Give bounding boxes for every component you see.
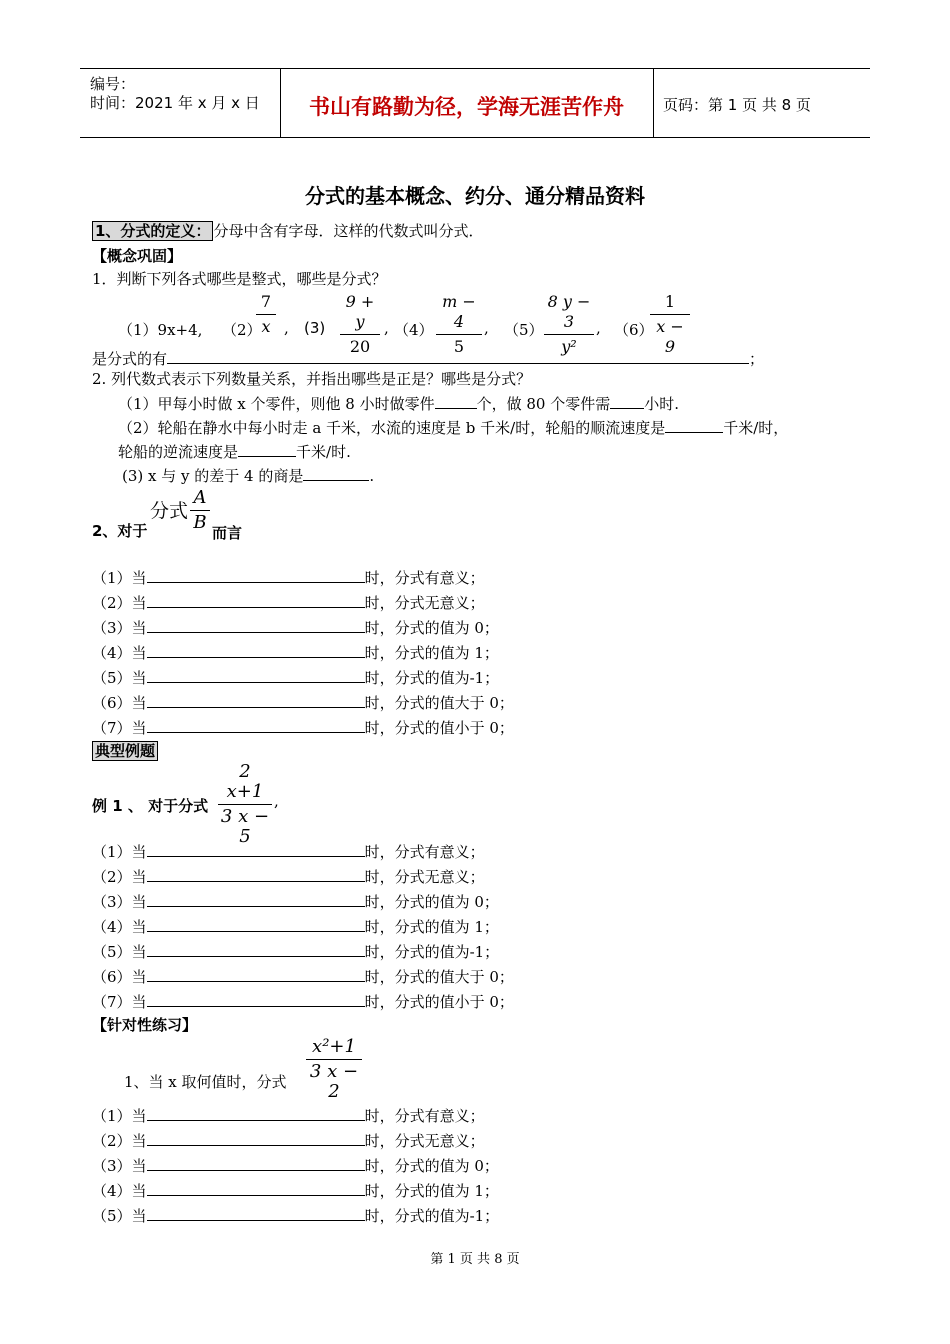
- cond-text: 时，分式的值小于 0；: [364, 719, 514, 737]
- comma-2: ,: [284, 319, 289, 337]
- cond-blank[interactable]: [147, 1203, 365, 1221]
- cond-when: 当: [131, 843, 147, 861]
- page-title: 分式的基本概念、约分、通分精品资料: [305, 184, 645, 208]
- section-2-suffix: 而言: [212, 524, 243, 542]
- item-6-label: （6）: [614, 321, 654, 339]
- item-3-label: (3): [304, 319, 326, 337]
- cond-when: 当: [131, 669, 147, 687]
- practice-heading: 【针对性练习】: [92, 1016, 198, 1034]
- cond-c-4: [92, 1178, 499, 1201]
- cond-c-3: [92, 1153, 499, 1176]
- cond-blank[interactable]: [147, 690, 365, 708]
- fraction-example-1-numerator: 2 x+1: [218, 762, 272, 805]
- q2-3-blank[interactable]: [303, 463, 369, 481]
- fraction-example-1-denominator: 3 x − 5: [220, 806, 270, 847]
- cond-blank[interactable]: [147, 1153, 365, 1171]
- cond-when: 当: [131, 918, 147, 936]
- q2-1-text-b: 个，做 80 个零件需: [476, 395, 611, 413]
- q2-1-text-a: （1）甲每小时做 x 个零件，则他 8 小时做零件: [118, 395, 435, 413]
- fraction-a-numerator: A: [190, 488, 210, 511]
- comma-4: ,: [484, 319, 489, 337]
- cond-number: （1）: [92, 1107, 132, 1125]
- cond-text: 时，分式的值大于 0；: [364, 694, 514, 712]
- cond-a-7: [92, 715, 514, 738]
- cond-blank[interactable]: [147, 715, 365, 733]
- cond-blank[interactable]: [147, 565, 365, 583]
- q2-1-blank-1[interactable]: [435, 391, 477, 409]
- cond-blank[interactable]: [147, 590, 365, 608]
- cond-b-1: [92, 839, 485, 862]
- cond-a-1: [92, 565, 485, 588]
- cond-number: （2）: [92, 1132, 132, 1150]
- cond-blank[interactable]: [147, 839, 365, 857]
- definition-heading: 1、分式的定义：: [92, 221, 213, 241]
- page-label: 页码：第 1 页 共 8 页: [663, 96, 811, 114]
- fraction-4-denominator: 5: [453, 337, 465, 356]
- cond-when: 当: [131, 943, 147, 961]
- fraction-2-numerator: 7: [256, 292, 276, 315]
- cond-b-5: [92, 939, 499, 962]
- cond-number: （1）: [92, 843, 132, 861]
- fraction-practice-1: [306, 1037, 362, 1102]
- header-table: [80, 68, 870, 138]
- cond-a-4: [92, 640, 499, 663]
- q2-2-text-a: （2）轮船在静水中每小时走 a 千米，水流的速度是 b 千米/时，轮船的顺流速度是: [118, 419, 666, 437]
- cond-number: （3）: [92, 619, 132, 637]
- fraction-6-numerator: 1: [650, 292, 690, 315]
- page-footer: 第 1 页 共 8 页: [430, 1252, 520, 1267]
- cond-text: 时，分式有意义；: [364, 569, 485, 587]
- cond-b-4: [92, 914, 499, 937]
- cond-when: 当: [131, 594, 147, 612]
- section-2-prefix: 2、对于: [92, 522, 148, 540]
- fraction-practice-1-denominator: 3 x − 2: [309, 1061, 359, 1102]
- cond-text: 时，分式的值为 0；: [364, 893, 499, 911]
- cond-blank[interactable]: [147, 1103, 365, 1121]
- cond-number: （7）: [92, 993, 132, 1011]
- fraction-5-numerator: 8 y − 3: [544, 292, 594, 335]
- question-2-3: [122, 463, 374, 486]
- item-4-label: （4）: [394, 321, 434, 339]
- cond-number: （4）: [92, 1182, 132, 1200]
- cond-blank[interactable]: [147, 989, 365, 1007]
- header-motto-cell: [280, 69, 654, 137]
- cond-when: 当: [131, 619, 147, 637]
- cond-c-5: [92, 1203, 499, 1226]
- number-label: 编号：: [90, 75, 136, 93]
- answer-line: [92, 346, 764, 369]
- cond-number: （3）: [92, 1157, 132, 1175]
- cond-text: 时，分式的值为 1；: [364, 1182, 499, 1200]
- cond-text: 时，分式的值为 1；: [364, 918, 499, 936]
- cond-a-3: [92, 615, 499, 638]
- cond-text: 时，分式无意义；: [364, 868, 485, 886]
- q2-3-text-a: (3) x 与 y 的差于 4 的商是: [122, 467, 304, 485]
- cond-blank[interactable]: [147, 939, 365, 957]
- cond-c-1: [92, 1103, 485, 1126]
- examples-heading: [92, 740, 158, 761]
- fraction-b-denominator: B: [193, 512, 207, 533]
- motto: 书山有路勤为径，学海无涯苦作舟: [309, 95, 624, 119]
- cond-when: 当: [131, 1157, 147, 1175]
- question-2-2-cont: [118, 439, 351, 462]
- comma-5: ,: [596, 319, 601, 337]
- fraction-2-denominator: x: [261, 317, 271, 336]
- cond-number: （2）: [92, 594, 132, 612]
- cond-number: （5）: [92, 669, 132, 687]
- cond-number: （6）: [92, 968, 132, 986]
- examples-heading-text: 典型例题: [92, 741, 158, 761]
- cond-number: （4）: [92, 644, 132, 662]
- cond-a-6: [92, 690, 514, 713]
- cond-blank[interactable]: [147, 665, 365, 683]
- cond-text: 时，分式的值为 1；: [364, 644, 499, 662]
- cond-number: （3）: [92, 893, 132, 911]
- cond-text: 时，分式有意义；: [364, 843, 485, 861]
- cond-a-2: [92, 590, 485, 613]
- example-1-suffix: ,: [274, 792, 279, 810]
- definition-line: [92, 220, 483, 241]
- consolidate-heading: 【概念巩固】: [92, 247, 183, 265]
- q2-2-text-b: 千米/时，: [723, 419, 789, 437]
- cond-text: 时，分式有意义；: [364, 1107, 485, 1125]
- cond-text: 时，分式的值为-1；: [364, 1207, 500, 1225]
- cond-a-5: [92, 665, 499, 688]
- question-2: 2. 列代数式表示下列数量关系，并指出哪些是正是？哪些是分式？: [92, 370, 532, 388]
- cond-when: 当: [131, 644, 147, 662]
- example-1-prefix: [92, 795, 208, 816]
- cond-blank[interactable]: [147, 964, 365, 982]
- cond-b-3: [92, 889, 499, 912]
- q2-3-text-b: .: [369, 467, 375, 485]
- q2-1-text-c: 小时.: [644, 395, 680, 413]
- cond-when: 当: [131, 993, 147, 1011]
- cond-number: （1）: [92, 569, 132, 587]
- cond-when: 当: [131, 868, 147, 886]
- fraction-a-b: [190, 488, 210, 533]
- fraction-3-denominator: 20: [349, 337, 371, 356]
- question-2-1: [118, 391, 679, 414]
- cond-text: 时，分式的值为-1；: [364, 669, 500, 687]
- q2-2-text-c: 轮船的逆流速度是: [118, 443, 239, 461]
- cond-b-6: [92, 964, 514, 987]
- fraction-5-denominator: y²: [561, 337, 577, 356]
- question-2-2: [118, 415, 788, 438]
- answer-prefix: 是分式的有: [92, 350, 168, 368]
- practice-1-prefix: 1、当 x 取何值时，分式: [124, 1073, 287, 1091]
- comma-3: ,: [384, 319, 389, 337]
- fraction-example-1: [218, 762, 272, 847]
- cond-when: 当: [131, 893, 147, 911]
- example-1-text: 例 1 、 对于分式: [92, 797, 209, 815]
- cond-when: 当: [131, 694, 147, 712]
- answer-suffix: ；: [749, 350, 765, 368]
- cond-blank[interactable]: [147, 1178, 365, 1196]
- cond-text: 时，分式的值大于 0；: [364, 968, 514, 986]
- question-1: 1．判断下列各式哪些是整式，哪些是分式？: [92, 270, 387, 288]
- cond-text: 时，分式的值为 0；: [364, 619, 499, 637]
- item-2-label: （2）: [222, 321, 262, 339]
- fraction-practice-1-numerator: x²+1: [306, 1037, 362, 1060]
- cond-text: 时，分式的值小于 0；: [364, 993, 514, 1011]
- cond-blank[interactable]: [147, 864, 365, 882]
- cond-blank[interactable]: [147, 640, 365, 658]
- cond-number: （5）: [92, 1207, 132, 1225]
- cond-number: （5）: [92, 943, 132, 961]
- cond-when: 当: [131, 569, 147, 587]
- q2-2-text-d: 千米/时.: [296, 443, 351, 461]
- cond-number: （7）: [92, 719, 132, 737]
- cond-text: 时，分式的值为-1；: [364, 943, 500, 961]
- header-info-cell: [80, 69, 281, 137]
- fraction-3-numerator: 9 + y: [340, 292, 380, 335]
- cond-number: （4）: [92, 918, 132, 936]
- item-5-label: （5）: [504, 321, 544, 339]
- cond-blank[interactable]: [147, 615, 365, 633]
- fraction-2: [256, 292, 276, 337]
- cond-when: 当: [131, 1132, 147, 1150]
- cond-c-2: [92, 1128, 485, 1151]
- answer-blank[interactable]: [167, 346, 749, 364]
- cond-blank[interactable]: [147, 1128, 365, 1146]
- header-page-cell: [653, 69, 870, 137]
- cond-when: 当: [131, 1207, 147, 1225]
- cond-when: 当: [131, 719, 147, 737]
- cond-text: 时，分式的值为 0；: [364, 1157, 499, 1175]
- cond-blank[interactable]: [147, 914, 365, 932]
- cond-when: 当: [131, 968, 147, 986]
- cond-blank[interactable]: [147, 889, 365, 907]
- q2-2-blank-2[interactable]: [238, 439, 296, 457]
- q2-1-blank-2[interactable]: [610, 391, 644, 409]
- definition-text: 分母中含有字母．这样的代数式叫分式．: [213, 222, 484, 240]
- cond-number: （2）: [92, 868, 132, 886]
- section-2-frac-label: 分式: [150, 500, 189, 522]
- cond-text: 时，分式无意义；: [364, 594, 485, 612]
- fraction-6-denominator: x − 9: [656, 317, 684, 356]
- cond-when: 当: [131, 1107, 147, 1125]
- cond-b-7: [92, 989, 514, 1012]
- cond-when: 当: [131, 1182, 147, 1200]
- cond-b-2: [92, 864, 485, 887]
- item-1: （1）9x+4,: [118, 321, 203, 339]
- cond-number: （6）: [92, 694, 132, 712]
- q2-2-blank-1[interactable]: [665, 415, 723, 433]
- fraction-4-numerator: m − 4: [436, 292, 482, 335]
- date-label: 时间：2021 年 x 月 x 日: [90, 94, 260, 112]
- cond-text: 时，分式无意义；: [364, 1132, 485, 1150]
